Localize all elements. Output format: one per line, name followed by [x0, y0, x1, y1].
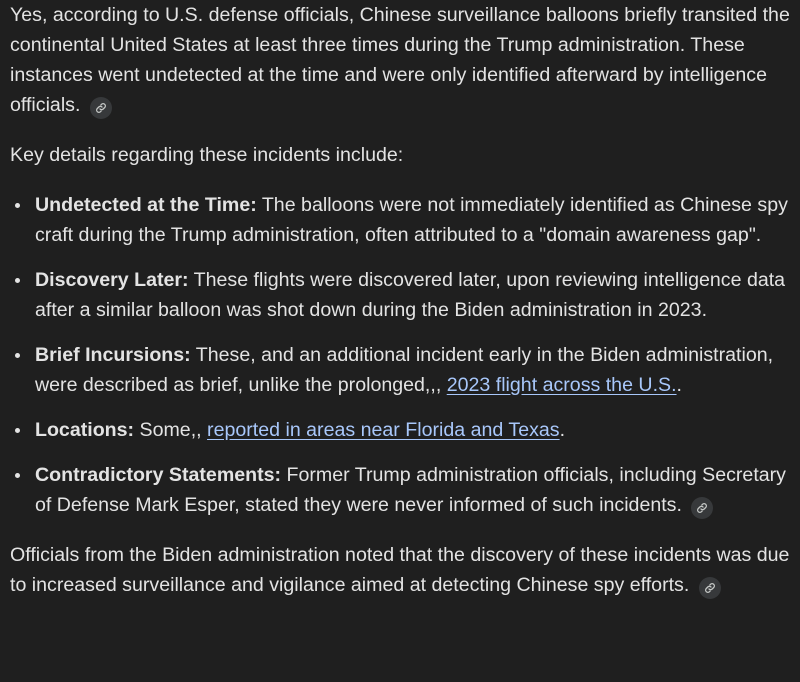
details-list [10, 190, 792, 520]
item-text: These, and an additional incident early in the Biden administration, were described as brief, unlike the prolonged,,, [35, 344, 774, 396]
list-item [35, 265, 792, 325]
intro-paragraph [10, 0, 792, 120]
item-text: Former Trump administration officials, including Secretary of Defense Mark Esper, stated they were never informed of such incidents. [35, 464, 786, 516]
list-item [35, 190, 792, 250]
list-item [35, 340, 792, 400]
closing-text: Officials from the Biden administration noted that the discovery of these incidents was due to increased surveillance and vigilance aimed at detecting Chinese spy efforts. [10, 544, 790, 596]
item-title: Contradictory Statements: [35, 464, 282, 486]
item-title: Locations: [35, 419, 135, 441]
item-text: The balloons were not immediately identified as Chinese spy craft during the Trump administration, often attributed to a "domain awareness gap". [35, 194, 788, 246]
item-title: Discovery Later: [35, 269, 189, 291]
item-text: Some,, [139, 419, 202, 441]
link-icon [704, 582, 716, 594]
list-item [35, 415, 792, 445]
link-icon [95, 102, 107, 114]
item-after: . [676, 374, 682, 396]
locations-link[interactable]: reported in areas near Florida and Texas [207, 419, 560, 441]
citation-chip-closing[interactable] [699, 577, 721, 599]
citation-chip-statements[interactable] [691, 497, 713, 519]
item-after: . [559, 419, 566, 441]
closing-paragraph [10, 540, 792, 600]
list-item [35, 460, 792, 520]
citation-chip-intro[interactable] [90, 97, 112, 119]
item-text: These flights were discovered later, upon reviewing intelligence data after a similar balloon was shot down during the Biden administration in 2023. [35, 269, 786, 321]
link-icon [696, 502, 708, 514]
flight-link[interactable]: 2023 flight across the U.S. [446, 374, 677, 396]
key-details-heading: Key details regarding these incidents include: [10, 144, 404, 166]
item-title: Undetected at the Time: [35, 194, 257, 216]
intro-text: Yes, according to U.S. defense officials, Chinese surveillance balloons briefly transited the continental United States at least three times during the Trump administration. These instances went undetected at the time and were only identified afterward by intelligence officials. [10, 4, 790, 116]
item-title: Brief Incursions: [35, 344, 191, 366]
